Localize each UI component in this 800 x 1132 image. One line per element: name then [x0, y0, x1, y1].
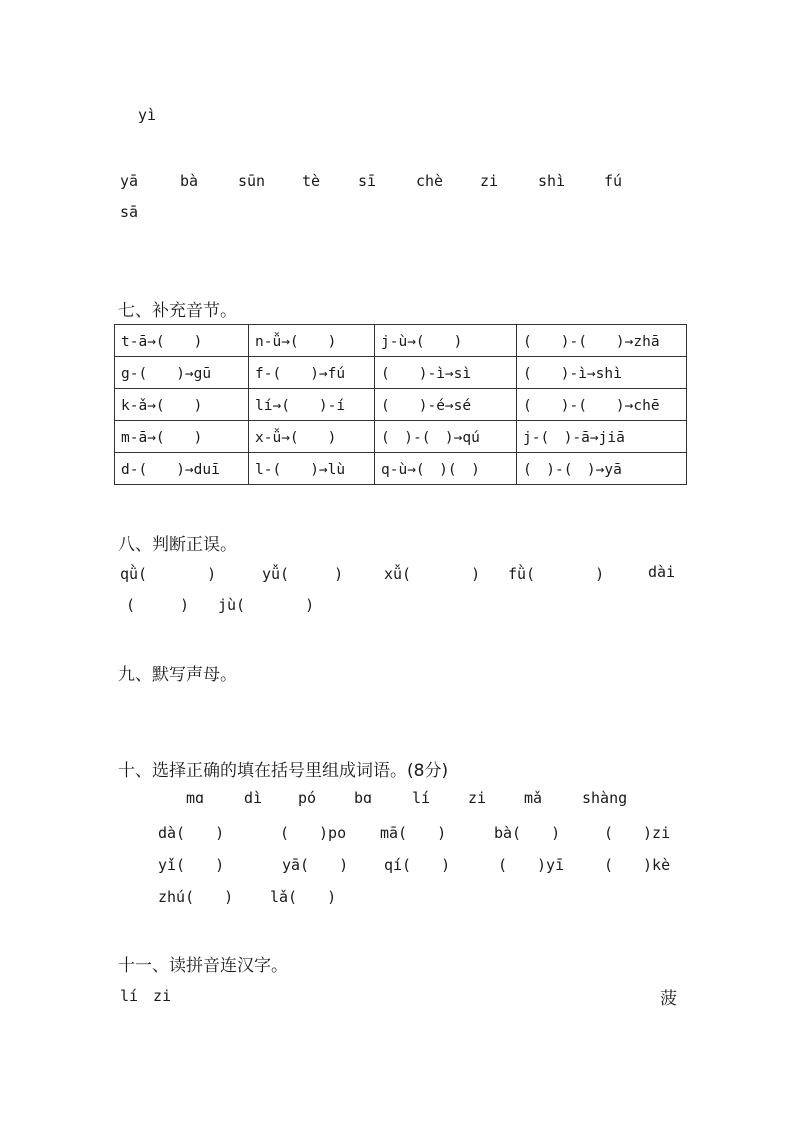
extra-pinyin: sā — [120, 203, 139, 221]
option-pinyin: mɑ — [186, 789, 205, 807]
table-cell[interactable]: j-ù→( ) — [375, 325, 517, 357]
pinyin-item: fú — [604, 172, 623, 190]
table-cell[interactable]: q-ù→( )( ) — [375, 453, 517, 485]
table-cell[interactable]: g-( )→gū — [115, 357, 249, 389]
word-blank[interactable]: bà( ) — [494, 824, 561, 842]
table-cell[interactable]: ( )-ì→sì — [375, 357, 517, 389]
option-pinyin: pó — [298, 789, 317, 807]
table-cell[interactable]: ( )-é→sé — [375, 389, 517, 421]
option-pinyin: zi — [468, 789, 487, 807]
syllable-table — [114, 324, 687, 485]
table-cell[interactable]: ( )-( )→qú — [375, 421, 517, 453]
judge-item[interactable]: ( ) — [126, 596, 190, 614]
table-row — [115, 453, 687, 485]
option-pinyin: shàng — [582, 789, 628, 807]
table-cell[interactable]: m-ā→( ) — [115, 421, 249, 453]
table-cell[interactable]: d-( )→duī — [115, 453, 249, 485]
table-cell[interactable]: k-ǎ→( ) — [115, 389, 249, 421]
judge-item[interactable]: xǚ( ) — [384, 565, 481, 583]
table-cell[interactable]: ( )-( )→zhā — [517, 325, 687, 357]
word-blank[interactable]: dà( ) — [158, 824, 225, 842]
table-cell[interactable]: ( )-( )→chē — [517, 389, 687, 421]
word-blank[interactable]: ( )zi — [604, 824, 671, 842]
word-blank[interactable]: ( )kè — [604, 856, 671, 874]
word-blank[interactable]: qí( ) — [384, 856, 451, 874]
judge-item[interactable]: jù( ) — [218, 596, 315, 614]
word-blank[interactable]: mā( ) — [380, 824, 447, 842]
table-row — [115, 421, 687, 453]
word-blank[interactable]: ( )yī — [498, 856, 565, 874]
word-blank[interactable]: lǎ( ) — [270, 888, 337, 906]
word-blank[interactable]: ( )po — [280, 824, 347, 842]
pinyin-item: yā — [120, 172, 139, 190]
section8-heading: 八、判断正误。 — [118, 535, 237, 555]
table-cell[interactable]: l-( )→lù — [249, 453, 375, 485]
option-pinyin: dì — [244, 789, 263, 807]
pinyin-item: sūn — [238, 172, 266, 190]
pinyin-item: chè — [416, 172, 444, 190]
pinyin-item: tè — [302, 172, 321, 190]
top-pinyin: yì — [138, 106, 157, 124]
table-cell[interactable]: x-ǚ→( ) — [249, 421, 375, 453]
table-cell[interactable]: ( )-( )→yā — [517, 453, 687, 485]
option-pinyin: bɑ — [354, 789, 373, 807]
pinyin-item: shì — [538, 172, 566, 190]
section11-heading: 十一、读拼音连汉字。 — [118, 956, 288, 976]
option-pinyin: lí — [412, 789, 431, 807]
table-cell[interactable]: lí→( )-í — [249, 389, 375, 421]
table-row — [115, 389, 687, 421]
table-cell[interactable]: j-( )-ā→jiā — [517, 421, 687, 453]
judge-item[interactable]: qǜ( ) — [120, 565, 217, 583]
table-cell[interactable]: n-ǚ→( ) — [249, 325, 375, 357]
word-blank[interactable]: yā( ) — [282, 856, 349, 874]
judge-item[interactable]: yǚ( ) — [262, 565, 344, 583]
judge-item[interactable]: dài — [648, 563, 676, 581]
option-pinyin: mǎ — [524, 789, 543, 807]
table-cell[interactable]: ( )-ì→shì — [517, 357, 687, 389]
section9-heading: 九、默写声母。 — [118, 665, 237, 685]
judge-item[interactable]: fǜ( ) — [508, 565, 605, 583]
table-cell[interactable]: t-ā→( ) — [115, 325, 249, 357]
table-row — [115, 325, 687, 357]
word-blank[interactable]: zhú( ) — [158, 888, 234, 906]
match-pinyin[interactable]: lí zi — [120, 987, 172, 1005]
table-cell[interactable]: f-( )→fú — [249, 357, 375, 389]
section10-heading: 十、选择正确的填在括号里组成词语。(8分) — [118, 761, 449, 781]
match-hanzi[interactable]: 菠 — [660, 989, 677, 1009]
pinyin-item: bà — [180, 172, 199, 190]
word-blank[interactable]: yǐ( ) — [158, 856, 225, 874]
table-row — [115, 357, 687, 389]
pinyin-item: zi — [480, 172, 499, 190]
pinyin-item: sī — [358, 172, 377, 190]
section7-heading: 七、补充音节。 — [118, 301, 237, 321]
